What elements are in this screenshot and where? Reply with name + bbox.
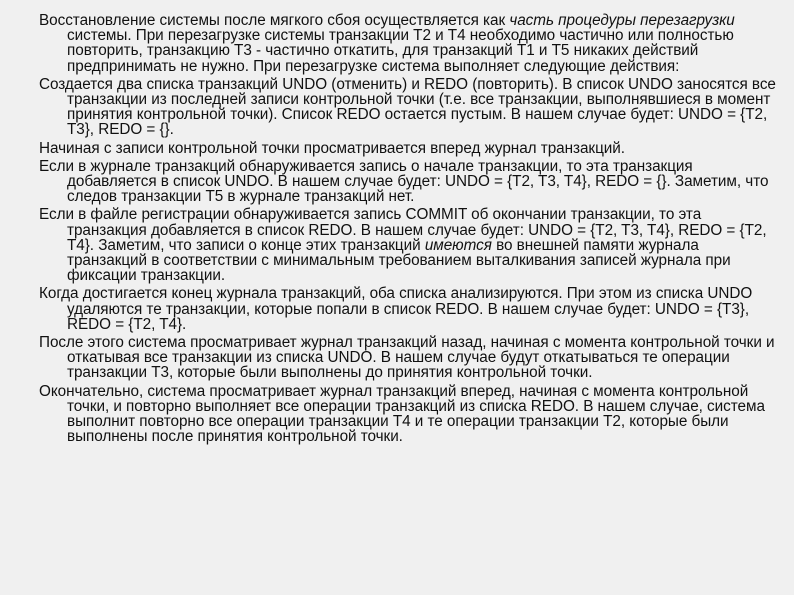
paragraph-text: Если в файле регистрации обнаруживается запись COMMIT об окончании транзакции, то эта транзакция добавляется в список REDO. В нашем случае будет: UNDO = {T2, T3, T4}, REDO = {T2, T4}. Заметим, что записи о конце этих транзакций [39,206,767,254]
paragraph-undo-pass [39,335,781,381]
paragraph-italic-text: имеются [424,236,492,254]
paragraph-text: Если в журнале транзакций обнаруживается запись о начале транзакции, то эта транзакция добавляется в список UNDO. В нашем случае будет: UNDO = {T2, T3, T4}, REDO = {}. Заметим, что следов транзакции T5 в журнале транзакций нет. [39,157,769,206]
paragraph-text: системы. При перезагрузке системы транзакции T2 и T4 необходимо частично или полностью повторить, транзакцию T3 - частично откатить, для транзакций T1 и T5 никаких действий предпринимать не нужно. При перезагрузке система выполняет следующие действия: [67,27,734,75]
paragraph-italic-text: часть процедуры перезагрузки [509,12,735,29]
paragraph-commit-record [39,207,781,283]
paragraph-restart-intro [39,13,781,74]
paragraph-end-of-log [39,286,781,332]
paragraph-text: После этого система просматривает журнал транзакций назад, начиная с момента контрольной точки и откатывая все транзакции из списка UNDO. В нашем случае будут откатываться те операции транзакции T3, которые были выполнены до принятия контрольной точки. [39,334,775,382]
paragraph-text: Восстановление системы после мягкого сбоя осуществляется как [39,12,510,29]
paragraph-text: Начиная с записи контрольной точки просматривается вперед журнал транзакций. [39,139,625,157]
paragraph-create-lists [39,77,781,138]
paragraph-text: Окончательно, система просматривает журнал транзакций вперед, начиная с момента контрольной точки, и повторно выполняет все операции транзакций из списка REDO. В нашем случае, система выполнит повторно все операции транзакции T4 и те операции транзакции T2, которые были выполнены после принятия контрольной точки. [39,382,765,446]
paragraph-text: Создается два списка транзакций UNDO (отменить) и REDO (повторить). В список UNDO заносятся все транзакции из последней записи контрольной точки (т.е. все транзакции, выполнявшиеся в момент принятия контрольной точки). Список REDO остается пустым. В нашем случае будет: UNDO = {T2, T3}, REDO = {}. [39,75,776,139]
paragraph-scan-forward [39,141,781,156]
document-body [39,13,781,444]
paragraph-redo-pass [39,384,781,445]
paragraph-begin-record [39,159,781,205]
paragraph-text: Когда достигается конец журнала транзакций, оба списка анализируются. При этом из списка UNDO удаляются те транзакции, которые попали в список REDO. В нашем случае будет: UNDO = {T3}, REDO = {T2, T4}. [39,285,753,333]
paragraph-text: во внешней памяти журнала транзакций в соответствии с минимальным требованием выталкивания записей журнала при фиксации транзакции. [67,236,731,285]
